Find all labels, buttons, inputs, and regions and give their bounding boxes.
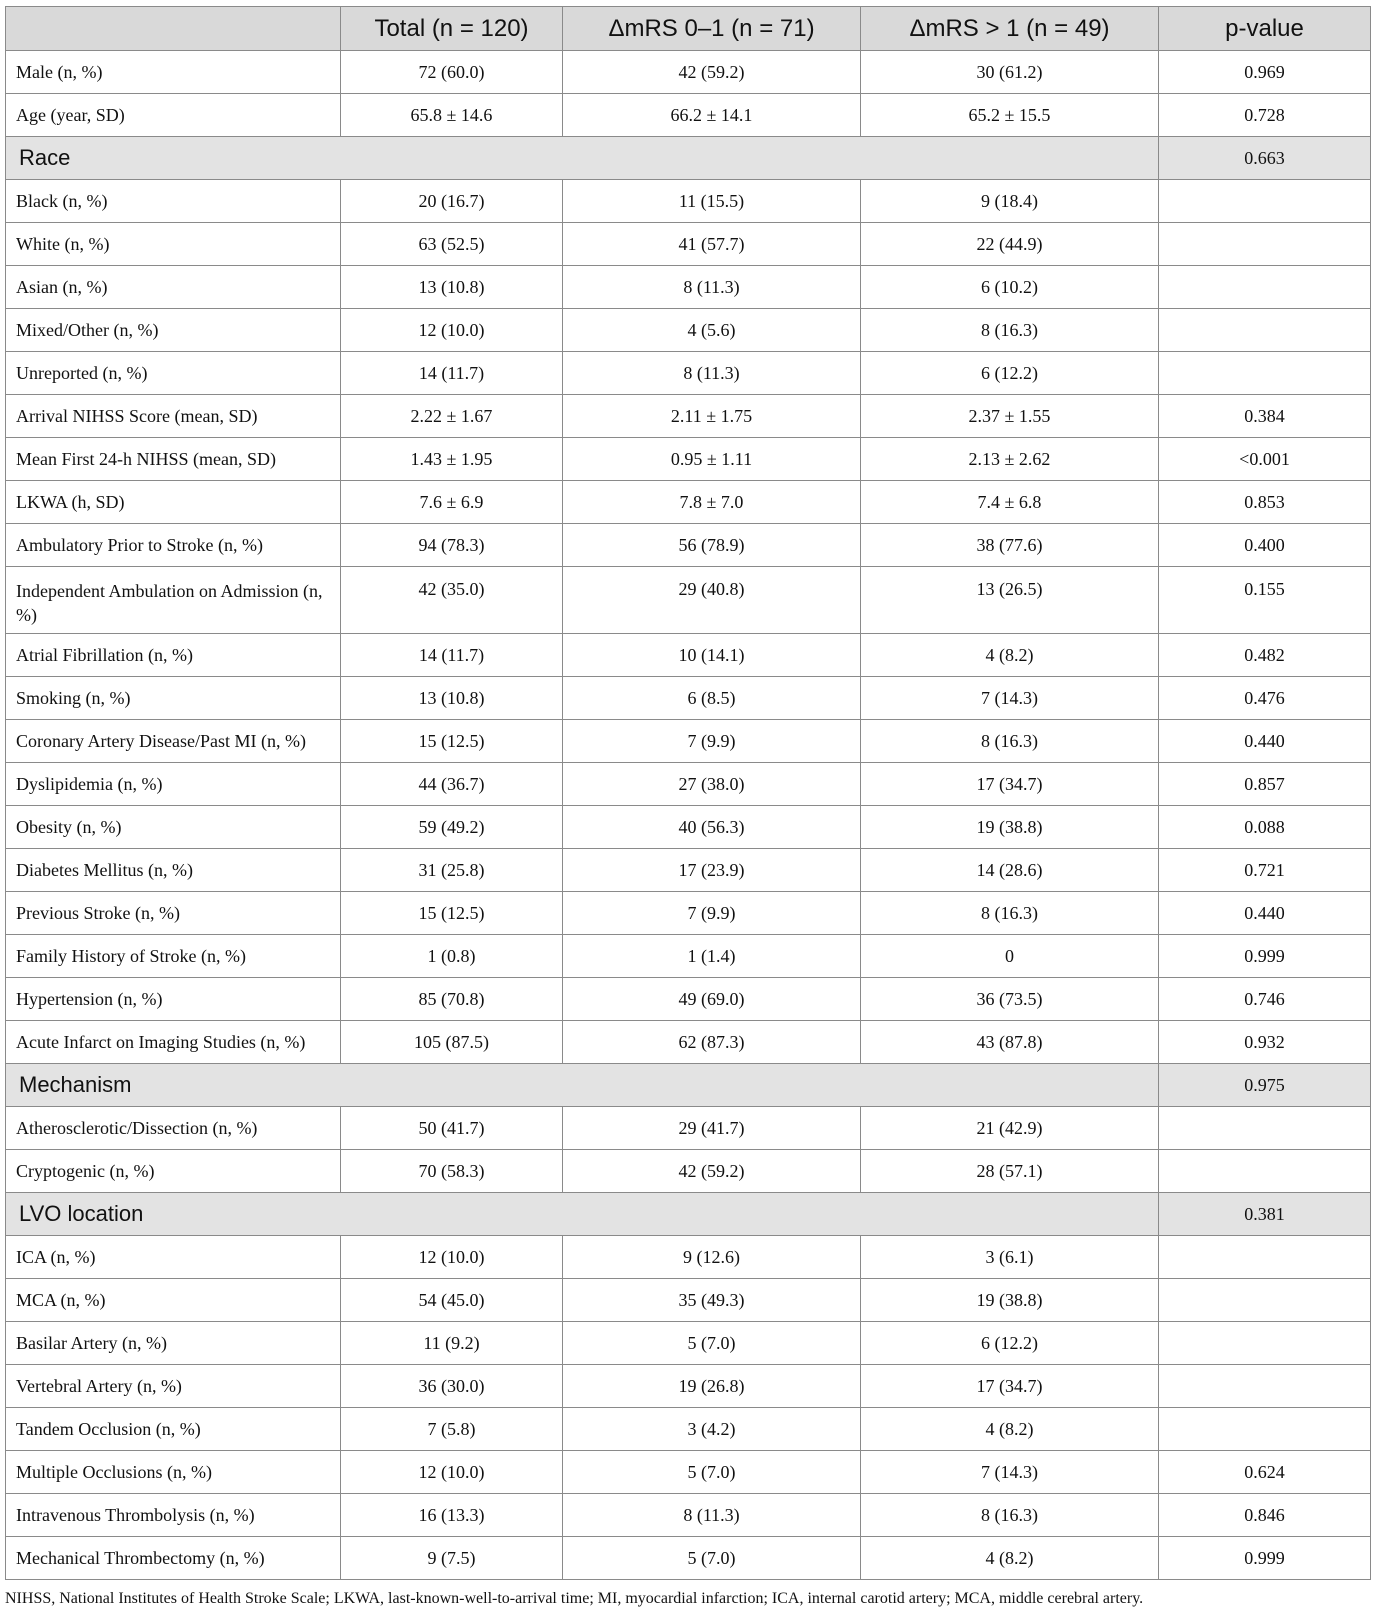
- row-label: Obesity (n, %): [6, 806, 341, 849]
- cell-total: 31 (25.8): [341, 849, 563, 892]
- cell-mrs-gt-1: 8 (16.3): [861, 1494, 1159, 1537]
- cell-total: 9 (7.5): [341, 1537, 563, 1580]
- cell-mrs-gt-1: 7 (14.3): [861, 677, 1159, 720]
- cell-p-value: <0.001: [1159, 438, 1371, 481]
- table-row: [6, 94, 1371, 137]
- cell-p-value: 0.969: [1159, 51, 1371, 94]
- cell-total: 44 (36.7): [341, 763, 563, 806]
- cell-p-value: 0.088: [1159, 806, 1371, 849]
- header-mrs-gt-1: ΔmRS > 1 (n = 49): [861, 7, 1159, 51]
- table-row: [6, 1408, 1371, 1451]
- cell-mrs-gt-1: 6 (10.2): [861, 266, 1159, 309]
- cell-total: 12 (10.0): [341, 309, 563, 352]
- cell-total: 13 (10.8): [341, 266, 563, 309]
- cell-p-value: 0.857: [1159, 763, 1371, 806]
- row-label: Diabetes Mellitus (n, %): [6, 849, 341, 892]
- cell-p-value: 0.728: [1159, 94, 1371, 137]
- cell-mrs-0-1: 49 (69.0): [563, 978, 861, 1021]
- table-row: [6, 935, 1371, 978]
- cell-total: 7.6 ± 6.9: [341, 481, 563, 524]
- table-row: [6, 395, 1371, 438]
- row-label: MCA (n, %): [6, 1279, 341, 1322]
- cell-total: 65.8 ± 14.6: [341, 94, 563, 137]
- row-label: Male (n, %): [6, 51, 341, 94]
- table-row: [6, 481, 1371, 524]
- cell-p-value: [1159, 1322, 1371, 1365]
- cell-mrs-gt-1: 28 (57.1): [861, 1150, 1159, 1193]
- row-label: LKWA (h, SD): [6, 481, 341, 524]
- table-row: [6, 677, 1371, 720]
- cell-mrs-0-1: 42 (59.2): [563, 51, 861, 94]
- cell-mrs-gt-1: 36 (73.5): [861, 978, 1159, 1021]
- cell-mrs-0-1: 6 (8.5): [563, 677, 861, 720]
- table-row: [6, 978, 1371, 1021]
- cell-total: 7 (5.8): [341, 1408, 563, 1451]
- cell-p-value: [1159, 180, 1371, 223]
- cell-total: 105 (87.5): [341, 1021, 563, 1064]
- cell-p-value: [1159, 1365, 1371, 1408]
- row-label: Tandem Occlusion (n, %): [6, 1408, 341, 1451]
- row-label: Independent Ambulation on Admission (n, %): [6, 567, 341, 634]
- cell-mrs-0-1: 2.11 ± 1.75: [563, 395, 861, 438]
- cell-mrs-0-1: 5 (7.0): [563, 1537, 861, 1580]
- row-label: Mixed/Other (n, %): [6, 309, 341, 352]
- table-row: [6, 1236, 1371, 1279]
- cell-p-value: 0.624: [1159, 1451, 1371, 1494]
- table-header-row: [6, 7, 1371, 51]
- cell-p-value: 0.155: [1159, 567, 1371, 634]
- section-row: [6, 1193, 1371, 1236]
- cell-total: 11 (9.2): [341, 1322, 563, 1365]
- cell-mrs-0-1: 29 (41.7): [563, 1107, 861, 1150]
- row-label: Ambulatory Prior to Stroke (n, %): [6, 524, 341, 567]
- table-row: [6, 849, 1371, 892]
- row-label: Atrial Fibrillation (n, %): [6, 634, 341, 677]
- table-row: [6, 892, 1371, 935]
- table-row: [6, 223, 1371, 266]
- row-label: Mechanical Thrombectomy (n, %): [6, 1537, 341, 1580]
- cell-mrs-0-1: 7.8 ± 7.0: [563, 481, 861, 524]
- cell-mrs-gt-1: 19 (38.8): [861, 1279, 1159, 1322]
- table-row: [6, 352, 1371, 395]
- cell-mrs-gt-1: 13 (26.5): [861, 567, 1159, 634]
- table-row: [6, 763, 1371, 806]
- cell-p-value: 0.721: [1159, 849, 1371, 892]
- cell-mrs-gt-1: 38 (77.6): [861, 524, 1159, 567]
- table-footnote: NIHSS, National Institutes of Health Stroke Scale; LKWA, last-known-well-to-arrival time; MI, myocardial infarction; ICA, internal carotid artery; MCA, middle cerebral artery.: [5, 1590, 1144, 1607]
- cell-total: 2.22 ± 1.67: [341, 395, 563, 438]
- cell-mrs-gt-1: 43 (87.8): [861, 1021, 1159, 1064]
- cell-p-value: 0.400: [1159, 524, 1371, 567]
- cell-mrs-0-1: 40 (56.3): [563, 806, 861, 849]
- table-body: [6, 51, 1371, 1580]
- cell-p-value: [1159, 1279, 1371, 1322]
- row-label: White (n, %): [6, 223, 341, 266]
- cell-mrs-gt-1: 8 (16.3): [861, 720, 1159, 763]
- cell-mrs-gt-1: 0: [861, 935, 1159, 978]
- table-row: [6, 806, 1371, 849]
- cell-total: 12 (10.0): [341, 1236, 563, 1279]
- table-row: [6, 1021, 1371, 1064]
- cell-mrs-gt-1: 2.13 ± 2.62: [861, 438, 1159, 481]
- cell-total: 14 (11.7): [341, 634, 563, 677]
- section-row: [6, 1064, 1371, 1107]
- cell-mrs-0-1: 0.95 ± 1.11: [563, 438, 861, 481]
- cell-total: 36 (30.0): [341, 1365, 563, 1408]
- cell-p-value: 0.853: [1159, 481, 1371, 524]
- cell-mrs-0-1: 1 (1.4): [563, 935, 861, 978]
- cell-total: 15 (12.5): [341, 720, 563, 763]
- cell-total: 13 (10.8): [341, 677, 563, 720]
- row-label: ICA (n, %): [6, 1236, 341, 1279]
- cell-total: 54 (45.0): [341, 1279, 563, 1322]
- table-row: [6, 634, 1371, 677]
- cell-mrs-gt-1: 8 (16.3): [861, 892, 1159, 935]
- table-row: [6, 1537, 1371, 1580]
- section-p-value: 0.663: [1159, 137, 1371, 180]
- row-label: Mean First 24-h NIHSS (mean, SD): [6, 438, 341, 481]
- cell-p-value: 0.440: [1159, 892, 1371, 935]
- row-label: Asian (n, %): [6, 266, 341, 309]
- cell-mrs-gt-1: 4 (8.2): [861, 1408, 1159, 1451]
- cell-total: 15 (12.5): [341, 892, 563, 935]
- cell-mrs-gt-1: 3 (6.1): [861, 1236, 1159, 1279]
- cell-mrs-0-1: 5 (7.0): [563, 1322, 861, 1365]
- cell-p-value: 0.482: [1159, 634, 1371, 677]
- table-row: [6, 51, 1371, 94]
- row-label: Family History of Stroke (n, %): [6, 935, 341, 978]
- row-label: Atherosclerotic/Dissection (n, %): [6, 1107, 341, 1150]
- cell-p-value: [1159, 352, 1371, 395]
- cell-mrs-0-1: 7 (9.9): [563, 720, 861, 763]
- cell-p-value: [1159, 309, 1371, 352]
- cell-total: 20 (16.7): [341, 180, 563, 223]
- row-label: Acute Infarct on Imaging Studies (n, %): [6, 1021, 341, 1064]
- cell-mrs-0-1: 42 (59.2): [563, 1150, 861, 1193]
- cell-mrs-0-1: 27 (38.0): [563, 763, 861, 806]
- cell-mrs-0-1: 10 (14.1): [563, 634, 861, 677]
- table-row: [6, 524, 1371, 567]
- table-row: [6, 266, 1371, 309]
- header-p-value: p-value: [1159, 7, 1371, 51]
- table-row: [6, 720, 1371, 763]
- cell-mrs-0-1: 11 (15.5): [563, 180, 861, 223]
- header-mrs-0-1: ΔmRS 0–1 (n = 71): [563, 7, 861, 51]
- cell-total: 16 (13.3): [341, 1494, 563, 1537]
- row-label: Multiple Occlusions (n, %): [6, 1451, 341, 1494]
- cell-p-value: [1159, 1107, 1371, 1150]
- table-row: [6, 1279, 1371, 1322]
- cell-mrs-0-1: 8 (11.3): [563, 352, 861, 395]
- section-p-value: 0.975: [1159, 1064, 1371, 1107]
- cell-total: 1.43 ± 1.95: [341, 438, 563, 481]
- cell-mrs-gt-1: 9 (18.4): [861, 180, 1159, 223]
- row-label: Basilar Artery (n, %): [6, 1322, 341, 1365]
- table-row: [6, 1365, 1371, 1408]
- table-row: [6, 438, 1371, 481]
- cell-mrs-0-1: 17 (23.9): [563, 849, 861, 892]
- row-label: Age (year, SD): [6, 94, 341, 137]
- table-row: [6, 180, 1371, 223]
- cell-mrs-0-1: 62 (87.3): [563, 1021, 861, 1064]
- row-label: Previous Stroke (n, %): [6, 892, 341, 935]
- cell-mrs-gt-1: 8 (16.3): [861, 309, 1159, 352]
- cell-mrs-gt-1: 6 (12.2): [861, 352, 1159, 395]
- row-label: Smoking (n, %): [6, 677, 341, 720]
- cell-mrs-0-1: 9 (12.6): [563, 1236, 861, 1279]
- header-label: [6, 7, 341, 51]
- cell-mrs-0-1: 56 (78.9): [563, 524, 861, 567]
- cell-mrs-gt-1: 7.4 ± 6.8: [861, 481, 1159, 524]
- characteristics-table: [5, 6, 1371, 1580]
- cell-total: 12 (10.0): [341, 1451, 563, 1494]
- cell-mrs-gt-1: 14 (28.6): [861, 849, 1159, 892]
- cell-p-value: 0.440: [1159, 720, 1371, 763]
- table-row: [6, 567, 1371, 634]
- cell-p-value: [1159, 1150, 1371, 1193]
- cell-total: 94 (78.3): [341, 524, 563, 567]
- cell-mrs-0-1: 66.2 ± 14.1: [563, 94, 861, 137]
- row-label: Intravenous Thrombolysis (n, %): [6, 1494, 341, 1537]
- cell-total: 72 (60.0): [341, 51, 563, 94]
- table-row: [6, 1322, 1371, 1365]
- cell-p-value: 0.746: [1159, 978, 1371, 1021]
- table-row: [6, 1494, 1371, 1537]
- cell-mrs-0-1: 4 (5.6): [563, 309, 861, 352]
- cell-total: 42 (35.0): [341, 567, 563, 634]
- cell-total: 70 (58.3): [341, 1150, 563, 1193]
- cell-mrs-gt-1: 4 (8.2): [861, 634, 1159, 677]
- cell-total: 63 (52.5): [341, 223, 563, 266]
- cell-mrs-gt-1: 17 (34.7): [861, 1365, 1159, 1408]
- section-p-value: 0.381: [1159, 1193, 1371, 1236]
- cell-total: 50 (41.7): [341, 1107, 563, 1150]
- cell-p-value: 0.846: [1159, 1494, 1371, 1537]
- cell-mrs-gt-1: 22 (44.9): [861, 223, 1159, 266]
- cell-mrs-0-1: 8 (11.3): [563, 266, 861, 309]
- cell-p-value: 0.384: [1159, 395, 1371, 438]
- row-label: Black (n, %): [6, 180, 341, 223]
- cell-p-value: 0.476: [1159, 677, 1371, 720]
- cell-p-value: 0.999: [1159, 935, 1371, 978]
- cell-p-value: [1159, 266, 1371, 309]
- cell-p-value: 0.999: [1159, 1537, 1371, 1580]
- cell-mrs-gt-1: 6 (12.2): [861, 1322, 1159, 1365]
- cell-total: 1 (0.8): [341, 935, 563, 978]
- header-total: Total (n = 120): [341, 7, 563, 51]
- section-label: LVO location: [6, 1193, 1159, 1236]
- cell-mrs-0-1: 19 (26.8): [563, 1365, 861, 1408]
- cell-mrs-0-1: 8 (11.3): [563, 1494, 861, 1537]
- table-row: [6, 309, 1371, 352]
- section-row: [6, 137, 1371, 180]
- cell-p-value: [1159, 1408, 1371, 1451]
- cell-mrs-0-1: 5 (7.0): [563, 1451, 861, 1494]
- table-row: [6, 1150, 1371, 1193]
- cell-p-value: [1159, 1236, 1371, 1279]
- cell-mrs-gt-1: 4 (8.2): [861, 1537, 1159, 1580]
- cell-mrs-gt-1: 21 (42.9): [861, 1107, 1159, 1150]
- cell-mrs-gt-1: 65.2 ± 15.5: [861, 94, 1159, 137]
- table-row: [6, 1107, 1371, 1150]
- cell-mrs-gt-1: 2.37 ± 1.55: [861, 395, 1159, 438]
- row-label: Cryptogenic (n, %): [6, 1150, 341, 1193]
- cell-total: 14 (11.7): [341, 352, 563, 395]
- row-label: Hypertension (n, %): [6, 978, 341, 1021]
- cell-mrs-gt-1: 7 (14.3): [861, 1451, 1159, 1494]
- row-label: Unreported (n, %): [6, 352, 341, 395]
- row-label: Dyslipidemia (n, %): [6, 763, 341, 806]
- section-label: Mechanism: [6, 1064, 1159, 1107]
- section-label: Race: [6, 137, 1159, 180]
- cell-mrs-0-1: 3 (4.2): [563, 1408, 861, 1451]
- cell-mrs-gt-1: 30 (61.2): [861, 51, 1159, 94]
- cell-p-value: 0.932: [1159, 1021, 1371, 1064]
- cell-mrs-0-1: 29 (40.8): [563, 567, 861, 634]
- cell-total: 85 (70.8): [341, 978, 563, 1021]
- cell-mrs-0-1: 7 (9.9): [563, 892, 861, 935]
- cell-mrs-gt-1: 19 (38.8): [861, 806, 1159, 849]
- cell-mrs-0-1: 35 (49.3): [563, 1279, 861, 1322]
- cell-mrs-gt-1: 17 (34.7): [861, 763, 1159, 806]
- cell-p-value: [1159, 223, 1371, 266]
- row-label: Arrival NIHSS Score (mean, SD): [6, 395, 341, 438]
- table-row: [6, 1451, 1371, 1494]
- cell-mrs-0-1: 41 (57.7): [563, 223, 861, 266]
- cell-total: 59 (49.2): [341, 806, 563, 849]
- row-label: Vertebral Artery (n, %): [6, 1365, 341, 1408]
- row-label: Coronary Artery Disease/Past MI (n, %): [6, 720, 341, 763]
